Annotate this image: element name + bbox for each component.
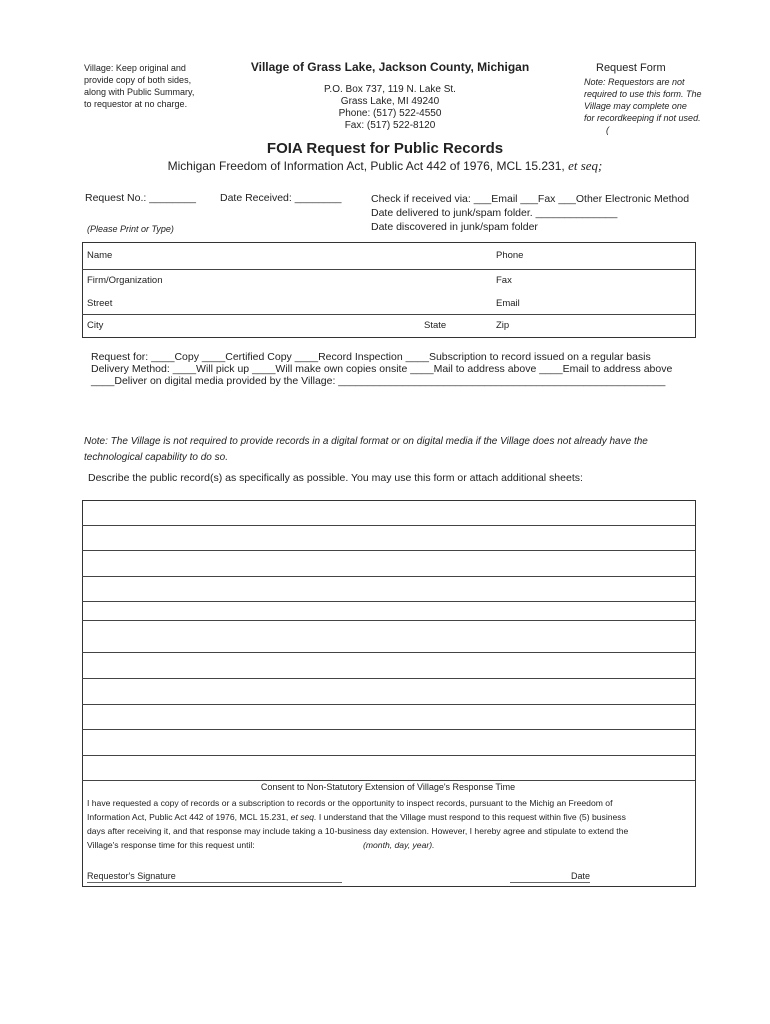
consent-line: I have requested a copy of records or a subscription to records or the opportunity to inspect records, pursuant to the Michig an Freedom of [87,798,613,808]
right-note-line: for recordkeeping if not used. [584,113,701,123]
description-line [82,601,695,602]
description-line [82,576,695,577]
describe-instructions: Describe the public record(s) as specifically as possible. You may use this form or attach additional sheets: [88,472,583,484]
left-note-line: to requestor at no charge. [84,99,188,109]
left-note-line: Village: Keep original and [84,63,186,73]
firm-field[interactable]: Firm/Organization [87,275,163,286]
consent-line: days after receiving it, and that response may include taking a 10-business day extension. However, I hereby agree and stipulate to extend the [87,826,629,836]
consent-line-part: I understand that the Village must respond to this request within five (5) business [318,812,626,822]
signature-field[interactable]: Requestor's Signature [87,871,176,881]
city-field[interactable]: City [87,320,104,331]
description-line [82,678,695,679]
deliver-digital-line[interactable]: ____Deliver on digital media provided by the Village: ________________________________________________________ [91,375,666,387]
address-line: Phone: (517) 522-4550 [338,108,442,119]
left-note-line: along with Public Summary, [84,87,195,97]
page-title: FOIA Request for Public Records [266,140,504,157]
consent-line-italic: et seq. [290,812,317,822]
contact-box [82,242,696,338]
email-field[interactable]: Email [496,298,520,309]
request-options [91,351,672,387]
right-note-line: Village may complete one [584,101,687,111]
description-line [82,620,695,621]
response-until[interactable]: Village's response time for this request until: [87,840,255,850]
right-note [584,76,714,136]
left-note-line: provide copy of both sides, [84,75,192,85]
description-line [82,780,695,781]
name-field[interactable]: Name [87,250,113,261]
address-line: Fax: (517) 522-8120 [344,120,436,131]
street-field[interactable]: Street [87,298,113,309]
right-note-line: ( [606,125,609,135]
right-note-line: required to use this form. The [584,89,702,99]
consent-title: Consent to Non-Statutory Extension of Village's Response Time [260,782,516,792]
divider [82,314,695,315]
fax-field[interactable]: Fax [496,275,512,286]
date-discovered-junk[interactable]: Date discovered in junk/spam folder [371,221,538,233]
digital-note [84,434,648,466]
phone-field[interactable]: Phone [496,250,524,261]
request-no[interactable]: Request No.: ________ [85,192,196,204]
received-via-block [371,192,689,234]
zip-field[interactable]: Zip [496,320,510,331]
address-line: P.O. Box 737, 119 N. Lake St. [324,84,456,95]
subtitle-text: Michigan Freedom of Information Act, Public Act 442 of 1976, MCL 15.231, [167,159,565,173]
header-left-note [84,62,234,110]
print-note: (Please Print or Type) [87,224,174,234]
consent-body [87,796,692,838]
delivery-method-line[interactable]: Delivery Method: ____Will pick up ____Will make own copies onsite ____Mail to address above ____Email to address above [91,363,673,375]
date-delivered-junk[interactable]: Date delivered to junk/spam folder. ______________ [371,207,618,219]
right-note-line: Note: Requestors are not [584,77,685,87]
digital-note-line: technological capability to do so. [84,452,228,463]
description-line [82,729,695,730]
address-line: Grass Lake, MI 49240 [340,96,440,107]
request-form-label: Request Form [596,62,666,74]
description-line [82,652,695,653]
response-until-hint: (month, day, year). [363,840,435,850]
description-line [82,755,695,756]
digital-note-line: Note: The Village is not required to provide records in a digital format or on digital media if the Village does not already have the [84,436,648,447]
village-name: Village of Grass Lake, Jackson County, Michigan [250,60,530,74]
state-field[interactable]: State [424,320,447,331]
request-for-line[interactable]: Request for: ____Copy ____Certified Copy ____Record Inspection ____Subscription to record issued on a regular basis [91,351,651,363]
date-field[interactable]: Date [571,871,591,881]
consent-line-part: Information Act, Public Act 442 of 1976, MCL 15.231, [87,812,289,822]
date-received[interactable]: Date Received: ________ [220,192,342,204]
header-center [240,60,540,132]
description-line [82,550,695,551]
header-right [584,62,714,136]
divider [82,269,695,270]
date-line [510,882,590,883]
subtitle-italic: et seq; [568,158,603,173]
signature-line [87,882,342,883]
description-line [82,525,695,526]
description-line [82,704,695,705]
consent-line [87,810,692,824]
village-address [240,84,540,132]
check-received-via[interactable]: Check if received via: ___Email ___Fax ___Other Electronic Method [371,193,690,205]
page-subtitle [0,158,770,174]
